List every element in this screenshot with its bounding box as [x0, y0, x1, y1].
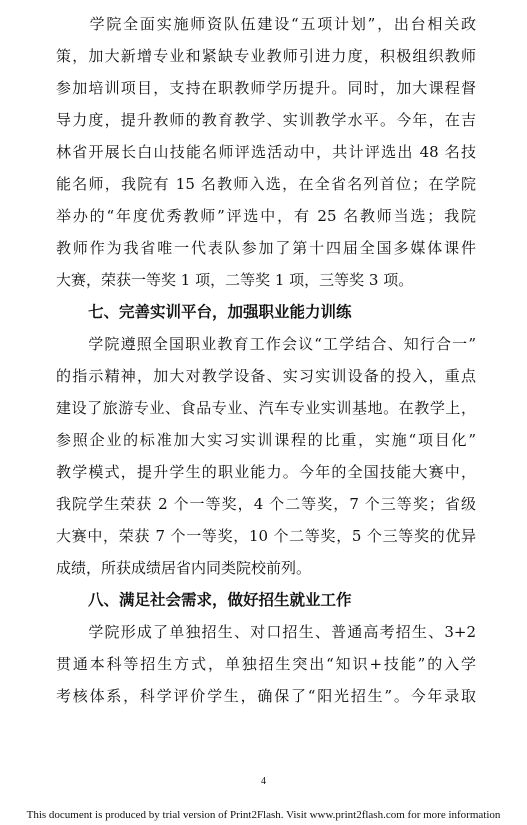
- body-text-line: 参加培训项目，支持在职教师学历提升。同时，加大课程督: [56, 79, 476, 97]
- body-text-line: 大赛，荣获一等奖 1 项，二等奖 1 项，三等奖 3 项。: [56, 271, 414, 289]
- body-text-line: 导力度，提升教师的教育教学、实训教学水平。今年，在吉: [56, 111, 476, 129]
- body-text-line: 参照企业的标准加大实习实训课程的比重，实施“项目化”: [56, 431, 476, 449]
- trial-watermark-notice: This document is produced by trial version of Print2Flash. Visit www.print2flash.com for more information: [26, 809, 501, 821]
- body-text-line: 的指示精神，加大对教学设备、实习实训设备的投入，重点: [56, 367, 476, 385]
- section-heading: 八、满足社会需求，做好招生就业工作: [88, 590, 352, 609]
- body-text-line: 考核体系，科学评价学生，确保了“阳光招生”。今年录取: [56, 687, 476, 705]
- body-text-line: 学院全面实施师资队伍建设“五项计划”，出台相关政: [56, 15, 476, 33]
- body-text-line: 我院学生荣获 2 个一等奖，4 个二等奖，7 个三等奖；省级: [56, 495, 476, 513]
- body-text-line: 大赛中，荣获 7 个一等奖，10 个二等奖，5 个三等奖的优异: [56, 527, 476, 545]
- body-text-line: 策，加大新增专业和紧缺专业教师引进力度，积极组织教师: [56, 47, 476, 65]
- body-text-line: 教师作为我省唯一代表队参加了第十四届全国多媒体课件: [56, 239, 476, 257]
- body-text-line: 贯通本科等招生方式，单独招生突出“知识+技能”的入学: [56, 655, 476, 673]
- section-heading: 七、完善实训平台，加强职业能力训练: [88, 302, 352, 321]
- body-text-line: 教学模式，提升学生的职业能力。今年的全国技能大赛中，: [56, 463, 476, 481]
- body-text-line: 学院遵照全国职业教育工作会议“工学结合、知行合一”: [56, 335, 476, 353]
- body-text-line: 林省开展长白山技能名师评选活动中，共计评选出 48 名技: [56, 143, 476, 161]
- page-number: 4: [261, 776, 266, 787]
- body-text-line: 成绩，所获成绩居省内同类院校前列。: [56, 559, 312, 577]
- body-text-line: 学院形成了单独招生、对口招生、普通高考招生、3+2: [56, 623, 476, 641]
- body-text-line: 能名师，我院有 15 名教师入选，在全省名列首位；在学院: [56, 175, 476, 193]
- body-text-line: 举办的“年度优秀教师”评选中，有 25 名教师当选；我院: [56, 207, 476, 225]
- body-text-line: 建设了旅游专业、食品专业、汽车专业实训基地。在教学上，: [56, 399, 476, 417]
